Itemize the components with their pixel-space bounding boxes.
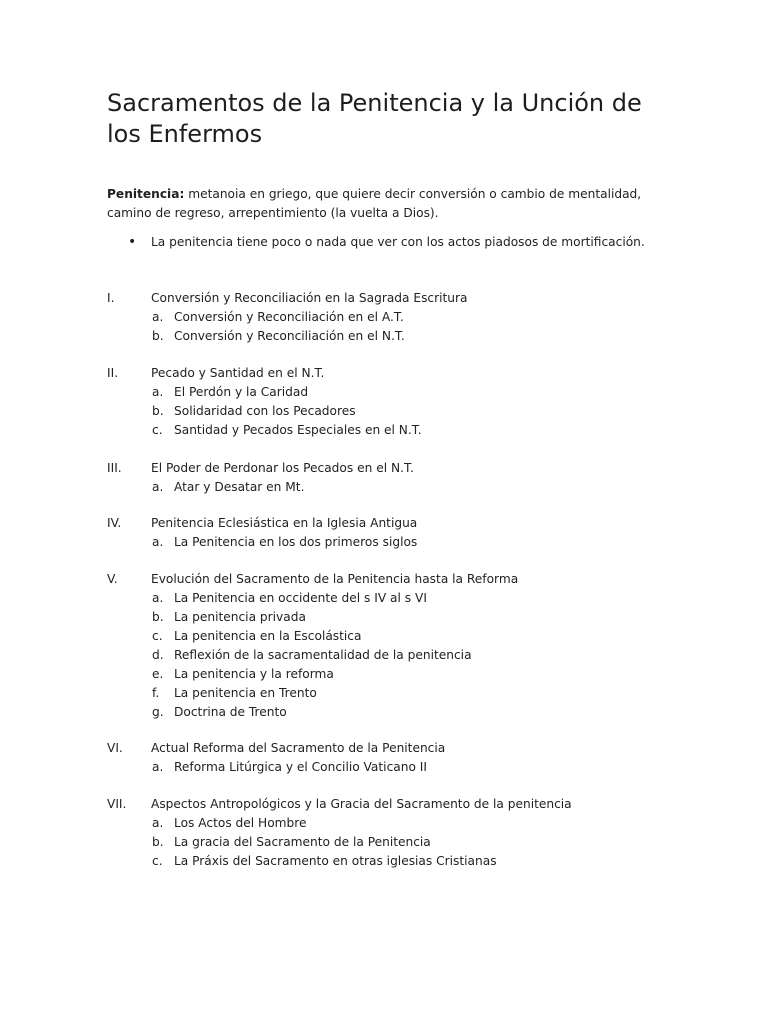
item-text: Reforma Litúrgica y el Concilio Vaticano II [174, 760, 427, 774]
document-title: Sacramentos de la Penitencia y la Unción de los Enfermos [107, 89, 642, 148]
item-text: La gracia del Sacramento de la Penitencia [174, 835, 431, 849]
list-item [107, 589, 667, 608]
item-text: La penitencia en Trento [174, 686, 317, 700]
outline-section-3 [107, 459, 667, 497]
section-number: II. [107, 366, 119, 380]
list-item [107, 833, 667, 852]
list-item [107, 383, 667, 402]
list-item [107, 533, 667, 552]
item-letter: d. [152, 648, 164, 662]
item-letter: b. [152, 835, 164, 849]
list-item [107, 627, 667, 646]
item-text: La Penitencia en los dos primeros siglos [174, 535, 418, 549]
list-item [107, 665, 667, 684]
item-letter: a. [152, 535, 164, 549]
section-number: IV. [107, 516, 122, 530]
list-item [107, 402, 667, 421]
item-text: Conversión y Reconciliación en el A.T. [174, 310, 404, 324]
outline-section-2 [107, 364, 667, 440]
section-heading [107, 459, 667, 478]
item-text: La Penitencia en occidente del s IV al s VI [174, 591, 427, 605]
item-letter: g. [152, 705, 164, 719]
section-heading [107, 570, 667, 589]
item-text: Los Actos del Hombre [174, 816, 307, 830]
item-letter: b. [152, 610, 164, 624]
item-letter: c. [152, 423, 163, 437]
item-text: Solidaridad con los Pecadores [174, 404, 356, 418]
item-text: Doctrina de Trento [174, 705, 287, 719]
outline-section-1 [107, 289, 667, 346]
section-heading [107, 289, 667, 308]
outline-section-4 [107, 514, 667, 552]
bullet-text: La penitencia tiene poco o nada que ver con los actos piadosos de mortificación. [151, 235, 645, 249]
intro-text: metanoia en griego, que quiere decir conversión o cambio de mentalidad, camino de regreso, arrepentimiento (la vuelta a Dios). [107, 187, 642, 220]
section-title: El Poder de Perdonar los Pecados en el N.T. [151, 461, 414, 475]
item-letter: a. [152, 480, 164, 494]
item-letter: a. [152, 385, 164, 399]
section-number: VII. [107, 797, 127, 811]
list-item [107, 758, 667, 777]
section-number: III. [107, 461, 122, 475]
section-title: Evolución del Sacramento de la Penitencia hasta la Reforma [151, 572, 519, 586]
list-item [107, 478, 667, 497]
item-text: La Práxis del Sacramento en otras iglesias Cristianas [174, 854, 497, 868]
item-letter: c. [152, 629, 163, 643]
list-item [107, 814, 667, 833]
item-letter: b. [152, 329, 164, 343]
section-heading [107, 795, 667, 814]
document-page [107, 88, 667, 868]
list-item [107, 852, 667, 871]
section-title: Pecado y Santidad en el N.T. [151, 366, 325, 380]
bullet-icon: • [128, 234, 137, 250]
section-title: Penitencia Eclesiástica en la Iglesia Antigua [151, 516, 418, 530]
outline-section-5 [107, 570, 667, 722]
section-heading [107, 364, 667, 383]
list-item [107, 703, 667, 722]
section-number: I. [107, 291, 115, 305]
list-item [107, 608, 667, 627]
item-letter: a. [152, 816, 164, 830]
item-text: La penitencia en la Escolástica [174, 629, 362, 643]
item-letter: a. [152, 310, 164, 324]
item-text: La penitencia privada [174, 610, 306, 624]
outline-section-7 [107, 795, 667, 871]
item-letter: c. [152, 854, 163, 868]
section-heading [107, 514, 667, 533]
list-item [107, 684, 667, 703]
section-title: Aspectos Antropológicos y la Gracia del Sacramento de la penitencia [151, 797, 572, 811]
item-text: Reflexión de la sacramentalidad de la penitencia [174, 648, 472, 662]
item-text: La penitencia y la reforma [174, 667, 334, 681]
section-number: VI. [107, 741, 123, 755]
item-text: Santidad y Pecados Especiales en el N.T. [174, 423, 422, 437]
intro-term: Penitencia: [107, 187, 185, 201]
item-letter: f. [152, 686, 160, 700]
section-heading [107, 739, 667, 758]
item-letter: a. [152, 591, 164, 605]
list-item [107, 646, 667, 665]
item-letter: b. [152, 404, 164, 418]
section-title: Actual Reforma del Sacramento de la Penitencia [151, 741, 446, 755]
item-text: El Perdón y la Caridad [174, 385, 309, 399]
list-item [107, 421, 667, 440]
item-text: Conversión y Reconciliación en el N.T. [174, 329, 405, 343]
list-item [107, 308, 667, 327]
list-item [107, 327, 667, 346]
item-text: Atar y Desatar en Mt. [174, 480, 305, 494]
section-title: Conversión y Reconciliación en la Sagrada Escritura [151, 291, 468, 305]
section-number: V. [107, 572, 118, 586]
item-letter: a. [152, 760, 164, 774]
outline-section-6 [107, 739, 667, 777]
intro-paragraph [107, 185, 655, 223]
item-letter: e. [152, 667, 164, 681]
